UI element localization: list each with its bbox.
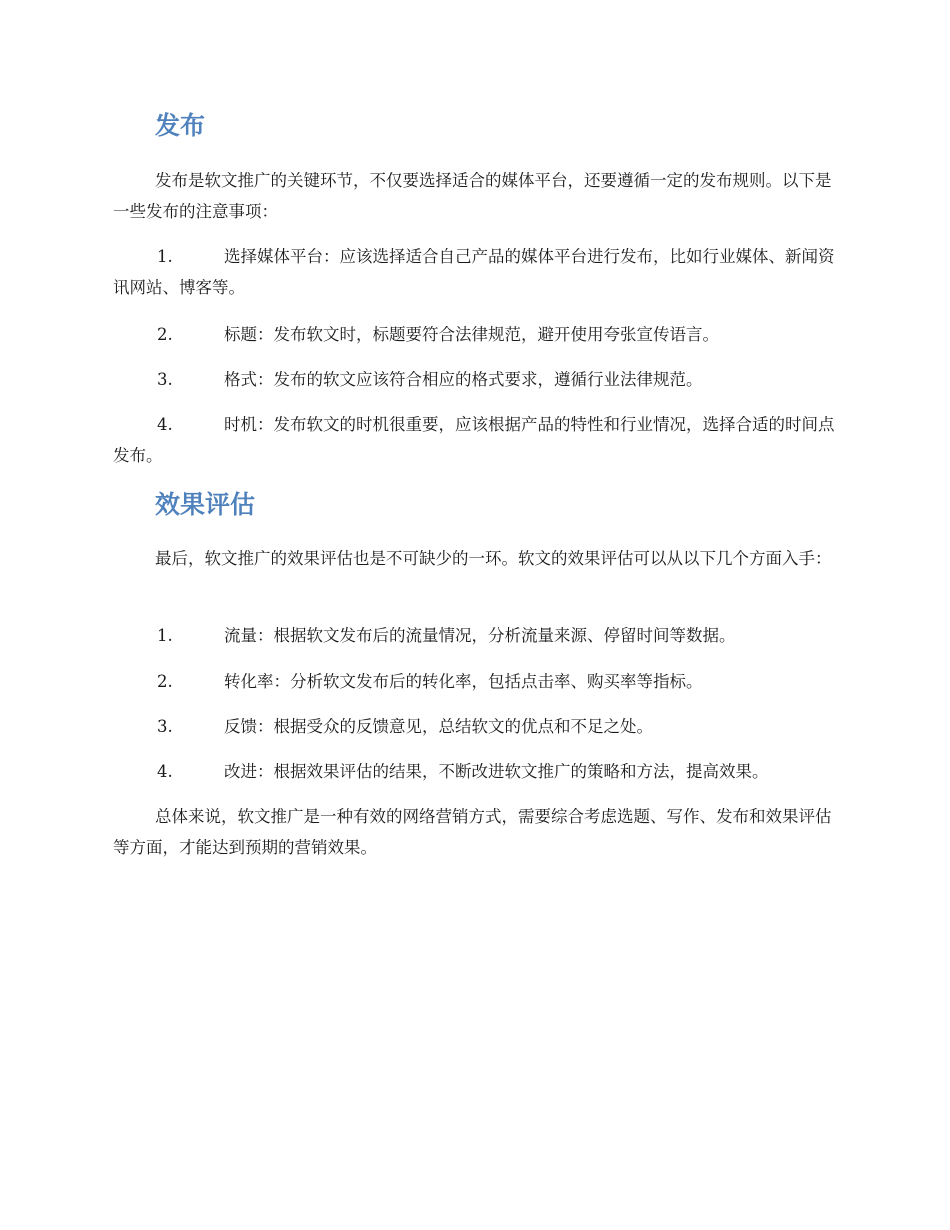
- list-item: [113, 666, 840, 697]
- list-item-number: 2.: [157, 325, 173, 344]
- list-item-text: 标题：发布软文时，标题要符合法律规范，避开使用夸张宣传语言。: [224, 325, 719, 344]
- list-item-text: 反馈：根据受众的反馈意见，总结软文的优点和不足之处。: [224, 717, 653, 736]
- list-item-text: 流量：根据软文发布后的流量情况，分析流量来源、停留时间等数据。: [224, 626, 736, 645]
- list-item-number: 3.: [157, 717, 173, 736]
- publish-intro-paragraph: 发布是软文推广的关键环节，不仅要选择适合的媒体平台，还要遵循一定的发布规则。以下是一些发布的注意事项：: [113, 171, 832, 221]
- list-item-number: 4.: [157, 415, 173, 434]
- list-item: [113, 319, 840, 350]
- evaluation-intro-paragraph: 最后，软文推广的效果评估也是不可缺少的一环。软文的效果评估可以从以下几个方面入手：: [155, 549, 832, 568]
- list-item-text: 改进：根据效果评估的结果，不断改进软文推广的策略和方法，提高效果。: [224, 762, 769, 781]
- list-item-text: 时机：发布软文的时机很重要，应该根据产品的特性和行业情况，选择合适的时间点发布。: [113, 415, 835, 465]
- list-item-number: 4.: [157, 762, 173, 781]
- list-item-text: 转化率：分析软文发布后的转化率，包括点击率、购买率等指标。: [224, 672, 703, 691]
- list-item: [113, 711, 840, 742]
- section-heading-evaluation: 效果评估: [155, 490, 256, 519]
- list-item: [113, 241, 840, 303]
- list-item-number: 1.: [157, 626, 173, 645]
- list-item-text: 选择媒体平台：应该选择适合自己产品的媒体平台进行发布，比如行业媒体、新闻资讯网站、博客等。: [113, 247, 835, 297]
- list-item: [113, 409, 840, 471]
- list-item-text: 格式：发布的软文应该符合相应的格式要求，遵循行业法律规范。: [224, 370, 703, 389]
- list-item: [113, 364, 840, 395]
- section-heading-publish: 发布: [155, 111, 206, 140]
- list-item: [113, 620, 840, 651]
- list-item-number: 3.: [157, 370, 173, 389]
- list-item: [113, 756, 840, 787]
- conclusion-paragraph: 总体来说，软文推广是一种有效的网络营销方式，需要综合考虑选题、写作、发布和效果评估等方面，才能达到预期的营销效果。: [113, 807, 832, 857]
- list-item-number: 2.: [157, 672, 173, 691]
- list-item-number: 1.: [157, 247, 173, 266]
